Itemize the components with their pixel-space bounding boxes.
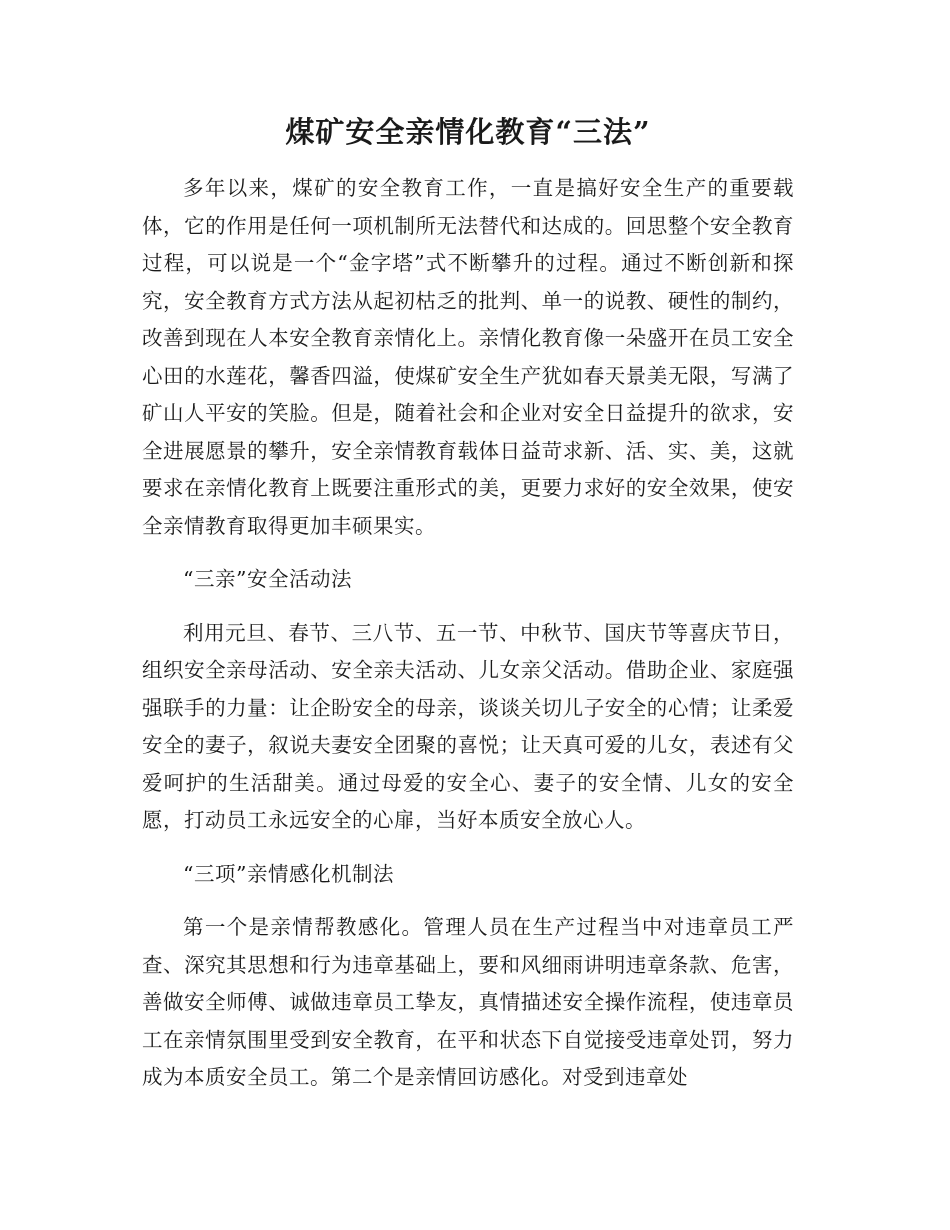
section-heading-san-xiang: “三项”亲情感化机制法	[183, 861, 394, 886]
document-page	[142, 108, 794, 1097]
section-body-san-xiang: 第一个是亲情帮教感化。管理人员在生产过程当中对违章员工严查、深究其思想和行为违章基础上，要和风细雨讲明违章条款、危害，善做安全师傅、诚做违章员工挚友，真情描述安全操作流程，使违章员工在亲情氛围里受到安全教育，在平和状态下自觉接受违章处罚，努力成为本质安全员工。第二个是亲情回访感化。对受到违章处	[142, 915, 794, 1089]
section-body-san-qin: 利用元旦、春节、三八节、五一节、中秋节、国庆节等喜庆节日，组织安全亲母活动、安全亲夫活动、儿女亲父活动。借助企业、家庭强强联手的力量：让企盼安全的母亲，谈谈关切儿子安全的心情；让柔爱安全的妻子，叙说夫妻安全团聚的喜悦；让天真可爱的儿女，表述有父爱呵护的生活甜美。通过母爱的安全心、妻子的安全情、儿女的安全愿，打动员工永远安全的心扉，当好本质安全放心人。	[142, 620, 794, 832]
intro-paragraph: 多年以来，煤矿的安全教育工作，一直是搞好安全生产的重要载体，它的作用是任何一项机制所无法替代和达成的。回思整个安全教育过程，可以说是一个“金字塔”式不断攀升的过程。通过不断创新和探究，安全教育方式方法从起初枯乏的批判、单一的说教、硬性的制约，改善到现在人本安全教育亲情化上。亲情化教育像一朵盛开在员工安全心田的水莲花，馨香四溢，使煤矿安全生产犹如春天景美无限，写满了矿山人平安的笑脸。但是，随着社会和企业对安全日益提升的欲求，安全进展愿景的攀升，安全亲情教育载体日益苛求新、活、实、美，这就要求在亲情化教育上既要注重形式的美，更要力求好的安全效果，使安全亲情教育取得更加丰硕果实。	[142, 176, 794, 538]
document-title: 煤矿安全亲情化教育“三法”	[285, 115, 651, 149]
section-heading-san-qin: “三亲”安全活动法	[183, 567, 352, 591]
